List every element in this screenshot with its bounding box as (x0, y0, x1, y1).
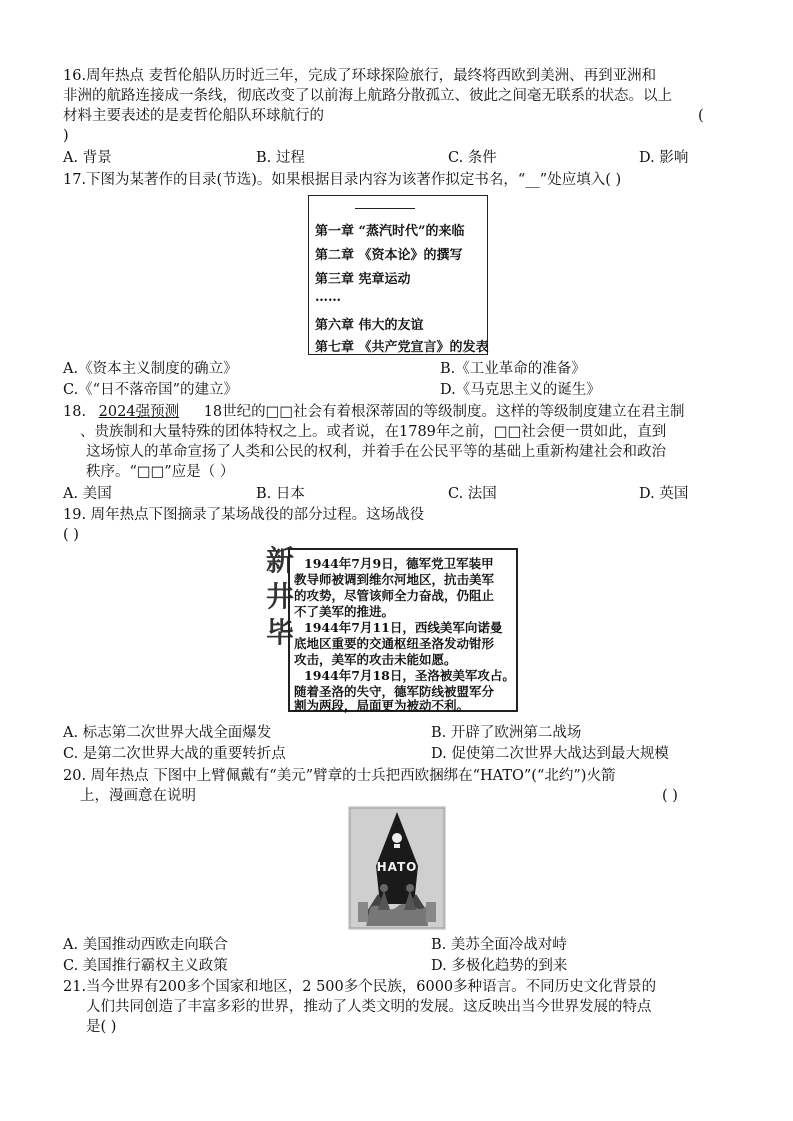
box-line: 不了美军的推进。 (294, 604, 395, 619)
q20-option-d[interactable]: D. 多极化趋势的到来 (431, 958, 568, 974)
toc-entry: 第六章 伟大的友谊 (315, 318, 424, 333)
box-line: 割为两段，局面更为被动不利。 (294, 698, 470, 713)
q17-option-d[interactable]: D.《马克思主义的诞生》 (440, 382, 601, 398)
box-line: 1944年7月18日，圣洛被美军攻占。 (304, 668, 515, 683)
q19-option-a[interactable]: A. 标志第二次世界大战全面爆发 (63, 725, 272, 741)
q18-tag: 2024强预测 (98, 404, 180, 420)
q20-line1: 20. 周年热点 下图中上臂佩戴有“美元”臂章的士兵把西欧捆绑在“HATO”(“北约”)火箭 (63, 768, 616, 784)
q21-line3: 是( ) (86, 1019, 117, 1035)
q20-line2: 上，漫画意在说明 (80, 788, 196, 804)
q18-text1: 18世纪的□□社会有着根深蒂固的等级制度。这样的等级制度建立在君主制 (203, 404, 685, 420)
q19-battle-figure (266, 546, 518, 714)
q21-line1: 21.当今世界有200多个国家和地区，2 500多个民族，6000多种语言。不同历史文化背景的 (63, 979, 657, 995)
q16-option-d[interactable]: D. 影响 (639, 150, 689, 166)
q18-option-b[interactable]: B. 日本 (256, 486, 305, 502)
q18-line4: 秩序。“□□”应是（ ） (86, 464, 235, 480)
q18-option-d[interactable]: D. 英国 (639, 486, 689, 502)
q16-line2: 非洲的航路连接成一条线，彻底改变了以前海上航路分散孤立、彼此之间毫无联系的状态。以上 (63, 88, 672, 104)
rocket-label: HATO (376, 860, 418, 874)
q20-cartoon (348, 806, 446, 930)
q19-option-d[interactable]: D. 促使第二次世界大战达到最大规模 (431, 746, 669, 762)
toc-entry: 第七章 《共产党宣言》的发表 (315, 340, 489, 355)
q18-number: 18. (63, 404, 87, 420)
toc-entry: 第一章 “蒸汽时代”的来临 (315, 224, 465, 239)
q19-line1: 19. 周年热点下图摘录了某场战役的部分过程。这场战役 (63, 507, 425, 523)
q19-option-b[interactable]: B. 开辟了欧洲第二战场 (431, 725, 582, 741)
q16-option-b[interactable]: B. 过程 (256, 150, 305, 166)
stamp-char: 新 (266, 544, 295, 577)
q20-paren: ( ) (662, 788, 678, 804)
toc-entry: 第二章 《资本论》的撰写 (315, 248, 463, 263)
q18-line1 (63, 402, 685, 422)
box-line: 1944年7月11日，西线美军向诺曼 (304, 620, 503, 635)
q16-line3: 材料主要表述的是麦哲伦船队环球航行的 (63, 108, 324, 124)
q20-option-b[interactable]: B. 美苏全面冷战对峙 (431, 937, 567, 953)
stamp-char: 井 (266, 580, 295, 613)
q17-option-b[interactable]: B.《工业革命的准备》 (440, 361, 586, 377)
q16-option-c[interactable]: C. 条件 (448, 150, 497, 166)
q21-line2: 人们共同创造了丰富多彩的世界，推动了人类文明的发展。这反映出当今世界发展的特点 (86, 999, 652, 1015)
toc-top-rule (355, 208, 415, 209)
q16-option-a[interactable]: A. 背景 (63, 150, 112, 166)
q17-stem: 17.下图为某著作的目录(节选)。如果根据目录内容为该著作拟定书名，“__”处应填入( ) (63, 172, 622, 188)
q16-paren-open: ( (698, 108, 704, 124)
stamp-char: 毕 (266, 616, 295, 649)
q19-option-c[interactable]: C. 是第二次世界大战的重要转折点 (63, 746, 286, 762)
box-line: 底地区重要的交通枢纽圣洛发动钳形 (294, 636, 495, 651)
q17-toc-figure (308, 195, 488, 355)
q20-option-c[interactable]: C. 美国推行霸权主义政策 (63, 958, 228, 974)
q19-line2: ( ) (63, 527, 79, 543)
box-line: 攻击，美军的攻击未能如愿。 (294, 652, 457, 667)
q20-option-a[interactable]: A. 美国推动西欧走向联合 (63, 937, 228, 953)
box-line: 随着圣洛的失守，德军防线被盟军分 (294, 684, 495, 699)
box-line: 1944年7月9日，德军党卫军装甲 (304, 556, 494, 571)
q19-text-box (288, 548, 518, 712)
q18-line2: 、贵族制和大量特殊的团体特权之上。或者说，在1789年之前，□□社会便一贯如此，直到 (80, 424, 667, 440)
q17-option-c[interactable]: C.《“日不落帝国”的建立》 (63, 382, 239, 398)
q17-option-a[interactable]: A.《资本主义制度的确立》 (63, 361, 238, 377)
q18-line3: 这场惊人的革命宣扬了人类和公民的权利，并着手在公民平等的基础上重新构建社会和政治 (86, 444, 666, 460)
toc-entry: …… (315, 290, 341, 305)
box-line: 的攻势，尽管该师全力奋战，仍阻止 (294, 588, 495, 603)
q18-option-c[interactable]: C. 法国 (448, 486, 497, 502)
q16-line1: 16.周年热点 麦哲伦船队历时近三年，完成了环球探险旅行，最终将西欧到美洲、再到亚洲和 (63, 68, 657, 84)
q16-paren-close: ) (63, 128, 69, 144)
toc-entry: 第三章 宪章运动 (315, 272, 411, 287)
q18-option-a[interactable]: A. 美国 (63, 486, 112, 502)
box-line: 教导师被调到维尔河地区，抗击美军 (294, 572, 495, 587)
